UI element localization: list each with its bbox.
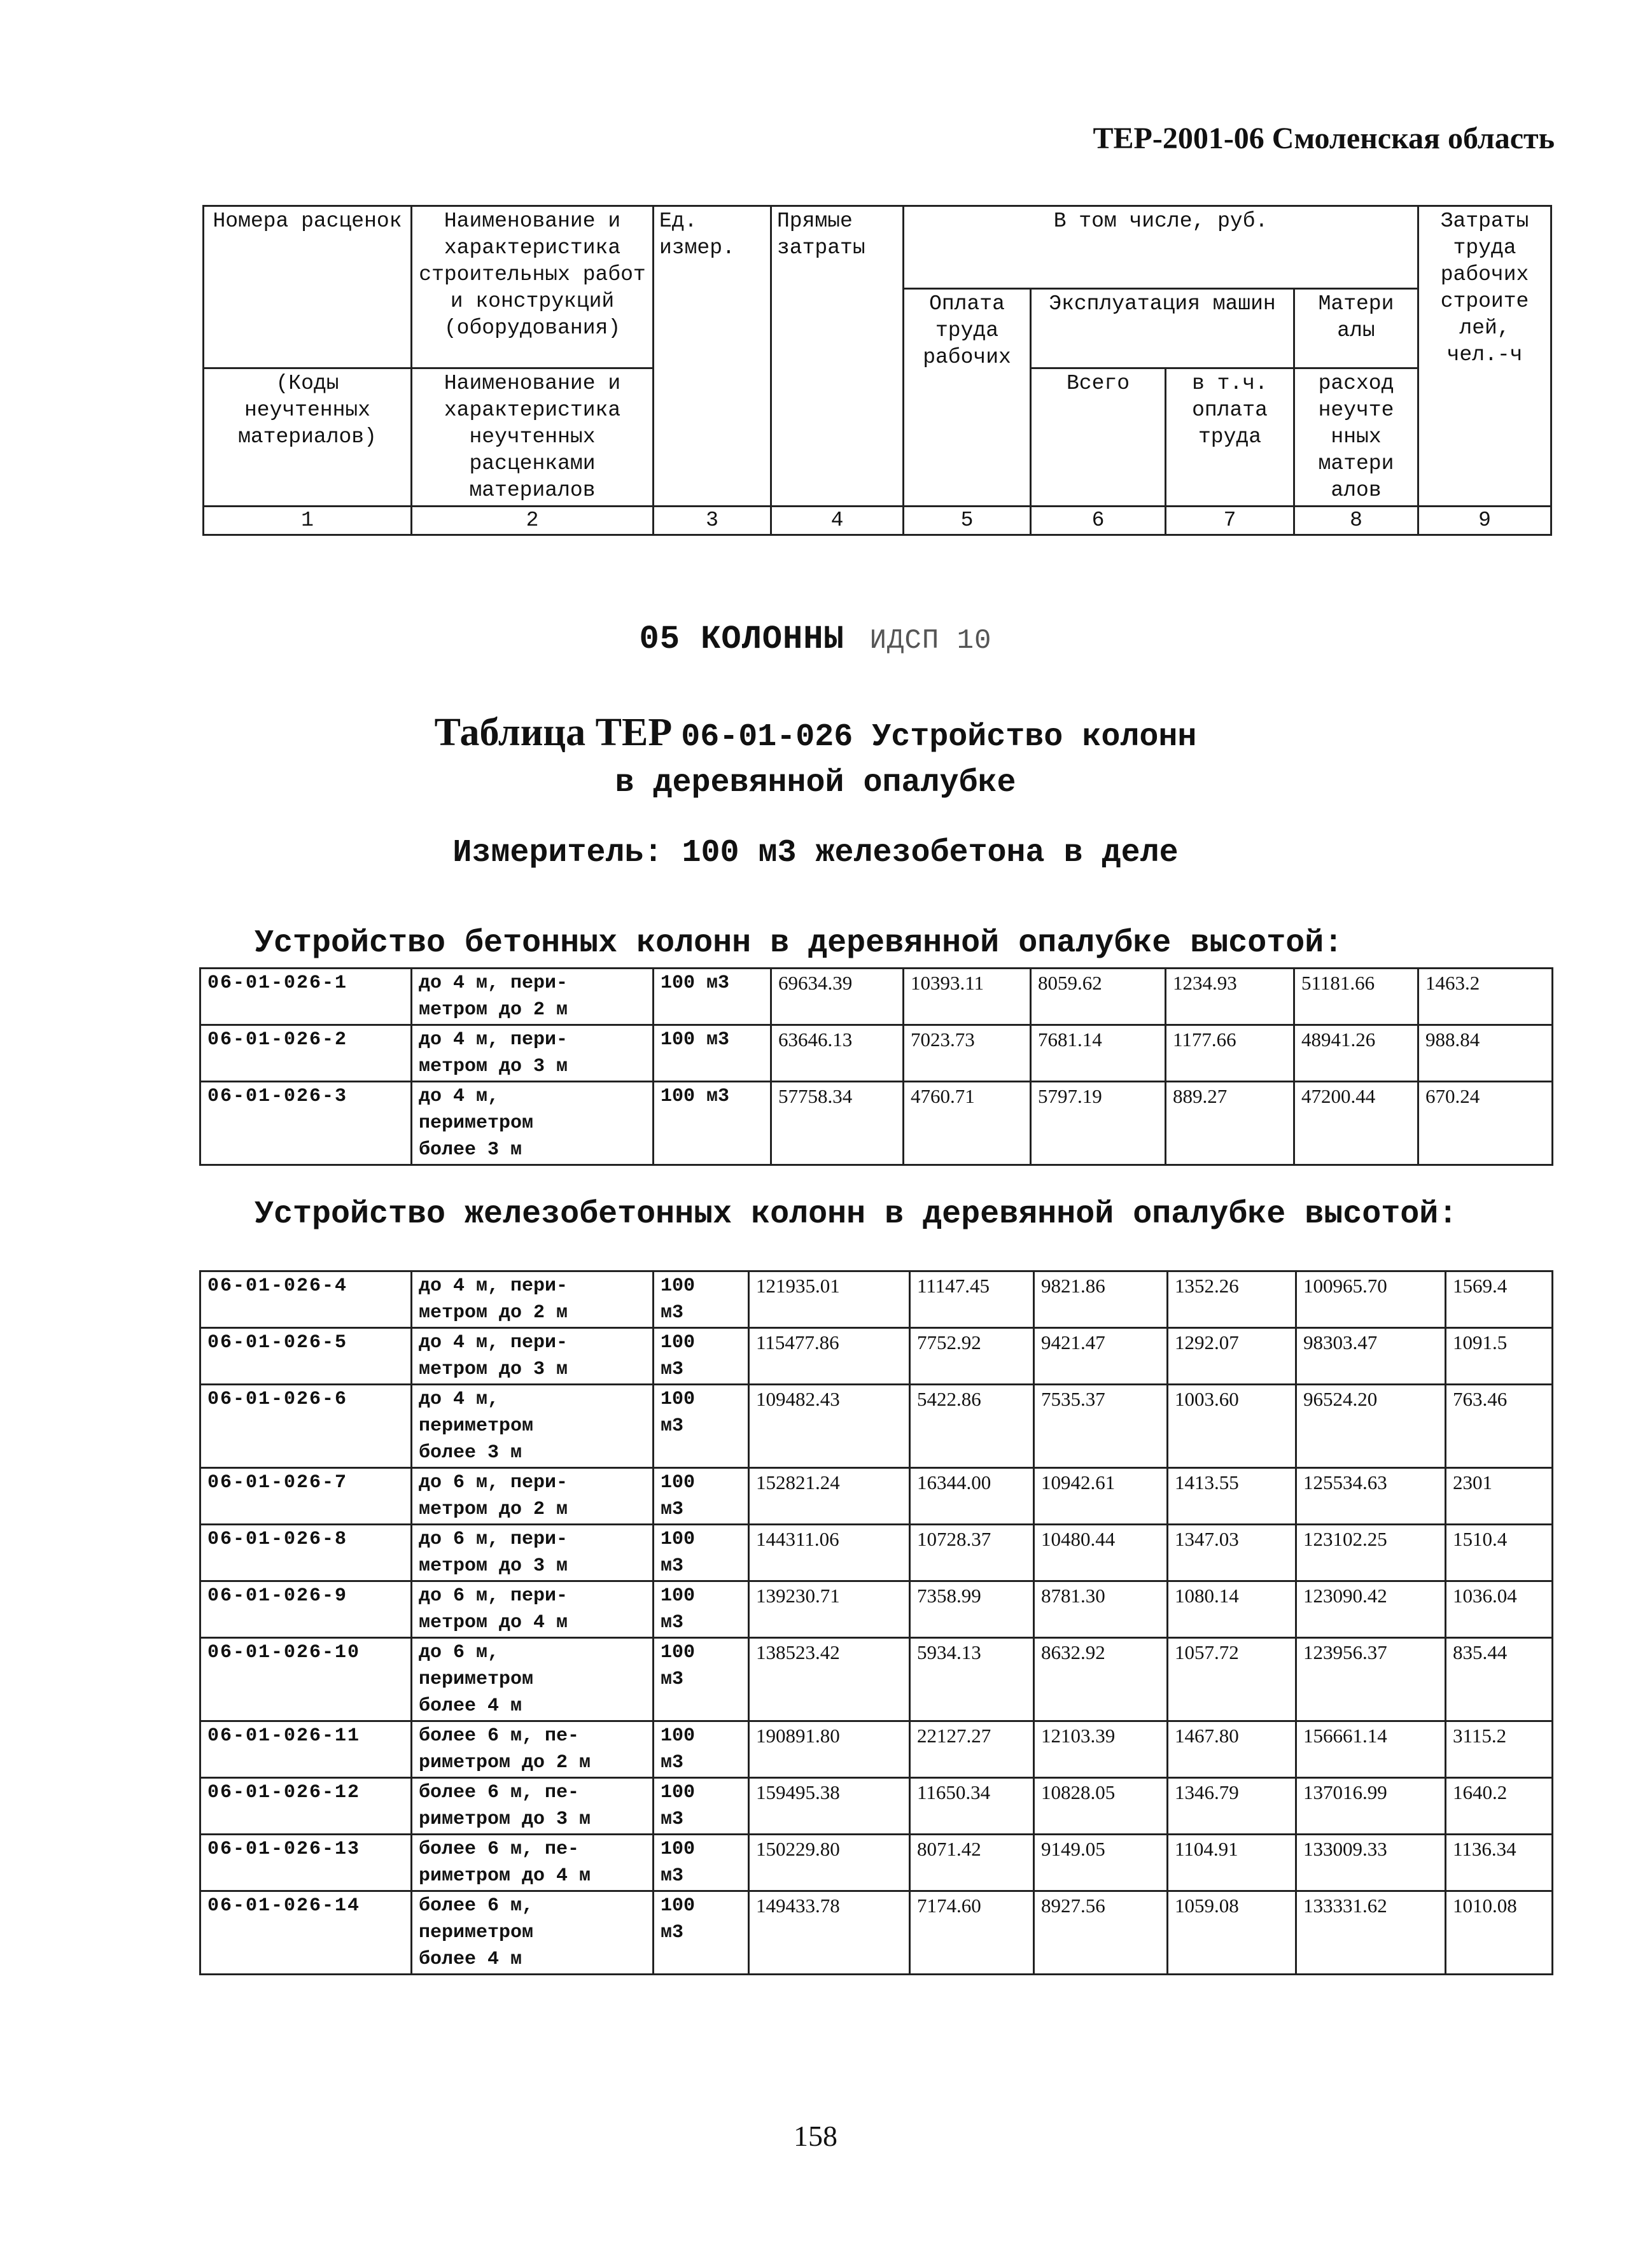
machine-labor-cell: 1347.03	[1168, 1525, 1296, 1581]
unit-cell: 100 м3	[654, 1778, 749, 1835]
direct-costs-cell: 57758.34	[771, 1082, 904, 1165]
labor-hours-cell: 1036.04	[1446, 1581, 1553, 1638]
column-number: 2	[412, 507, 654, 535]
labor-hours-cell: 2301	[1446, 1468, 1553, 1525]
work-name-cell: до 4 м, периметром более 3 м	[412, 1082, 654, 1165]
materials-cell: 51181.66	[1294, 969, 1418, 1025]
rate-code-cell: 06-01-026-5	[200, 1328, 412, 1385]
labor-hours-cell: 1640.2	[1446, 1778, 1553, 1835]
unit-cell: 100 м3	[654, 1891, 749, 1975]
rate-code-cell: 06-01-026-7	[200, 1468, 412, 1525]
machine-labor-cell: 1234.93	[1166, 969, 1294, 1025]
direct-costs-cell: 149433.78	[749, 1891, 910, 1975]
section-stamp: ИДСП 10	[869, 625, 992, 657]
header-machine-labor: в т.ч. оплата труда	[1166, 368, 1294, 507]
rate-code-cell: 06-01-026-6	[200, 1385, 412, 1468]
labor-hours-cell: 1136.34	[1446, 1835, 1553, 1891]
direct-costs-cell: 190891.80	[749, 1721, 910, 1778]
table-row	[200, 1468, 1553, 1525]
header-unaccounted-name: Наименование и характеристика неучтенных расценками материалов	[412, 368, 654, 507]
direct-costs-cell: 139230.71	[749, 1581, 910, 1638]
table-row	[200, 1835, 1553, 1891]
machine-labor-cell: 889.27	[1166, 1082, 1294, 1165]
table-row	[200, 1778, 1553, 1835]
labor-pay-cell: 7023.73	[904, 1025, 1031, 1082]
machine-total-cell: 8632.92	[1034, 1638, 1168, 1721]
labor-hours-cell: 3115.2	[1446, 1721, 1553, 1778]
rate-code-cell: 06-01-026-14	[200, 1891, 412, 1975]
column-number: 7	[1166, 507, 1294, 535]
table-row	[200, 1638, 1553, 1721]
labor-pay-cell: 16344.00	[910, 1468, 1034, 1525]
table-row	[200, 1385, 1553, 1468]
rate-code-cell: 06-01-026-12	[200, 1778, 412, 1835]
materials-cell: 100965.70	[1296, 1271, 1446, 1328]
machine-total-cell: 8927.56	[1034, 1891, 1168, 1975]
direct-costs-cell: 152821.24	[749, 1468, 910, 1525]
labor-hours-cell: 1010.08	[1446, 1891, 1553, 1975]
machine-labor-cell: 1057.72	[1168, 1638, 1296, 1721]
column-number: 4	[771, 507, 904, 535]
labor-pay-cell: 10728.37	[910, 1525, 1034, 1581]
materials-cell: 133331.62	[1296, 1891, 1446, 1975]
header-direct-costs: Прямые затраты	[771, 206, 904, 507]
labor-hours-cell: 835.44	[1446, 1638, 1553, 1721]
machine-total-cell: 7681.14	[1031, 1025, 1166, 1082]
header-work-name: Наименование и характеристика строительных работ и конструкций (оборудования)	[412, 206, 654, 368]
header-labor-pay: Оплата труда рабочих	[904, 289, 1031, 507]
rate-code-cell: 06-01-026-1	[200, 969, 412, 1025]
machine-labor-cell: 1413.55	[1168, 1468, 1296, 1525]
work-name-cell: до 4 м, пери- метром до 3 м	[412, 1328, 654, 1385]
labor-hours-cell: 1091.5	[1446, 1328, 1553, 1385]
section-title	[0, 620, 1631, 658]
work-name-cell: более 6 м, пе- риметром до 2 м	[412, 1721, 654, 1778]
table-row	[200, 1082, 1553, 1165]
column-number: 5	[904, 507, 1031, 535]
materials-cell: 137016.99	[1296, 1778, 1446, 1835]
labor-pay-cell: 8071.42	[910, 1835, 1034, 1891]
table-row	[200, 1721, 1553, 1778]
unit-cell: 100 м3	[654, 1468, 749, 1525]
rate-code-cell: 06-01-026-8	[200, 1525, 412, 1581]
header-machine-total: Всего	[1031, 368, 1166, 507]
labor-hours-cell: 1463.2	[1418, 969, 1553, 1025]
header-rate-numbers: Номера расценок	[204, 206, 412, 368]
column-number: 8	[1294, 507, 1418, 535]
labor-hours-cell: 670.24	[1418, 1082, 1553, 1165]
unit-cell: 100 м3	[654, 1525, 749, 1581]
direct-costs-cell: 159495.38	[749, 1778, 910, 1835]
table-row	[200, 1328, 1553, 1385]
work-name-cell: до 6 м, пери- метром до 4 м	[412, 1581, 654, 1638]
labor-hours-cell: 1510.4	[1446, 1525, 1553, 1581]
direct-costs-cell: 69634.39	[771, 969, 904, 1025]
rate-code-cell: 06-01-026-3	[200, 1082, 412, 1165]
header-unaccounted-codes: (Коды неучтенных материалов)	[204, 368, 412, 507]
group-title-concrete: Устройство бетонных колонн в деревянной опалубке высотой:	[255, 925, 1343, 962]
direct-costs-cell: 63646.13	[771, 1025, 904, 1082]
rate-code-cell: 06-01-026-4	[200, 1271, 412, 1328]
machine-total-cell: 7535.37	[1034, 1385, 1168, 1468]
table-row	[200, 969, 1553, 1025]
labor-pay-cell: 22127.27	[910, 1721, 1034, 1778]
column-number: 1	[204, 507, 412, 535]
table-title-main: 06-01-026 Устройство колонн	[681, 719, 1197, 755]
work-name-cell: более 6 м, пе- риметром до 3 м	[412, 1778, 654, 1835]
labor-pay-cell: 7752.92	[910, 1328, 1034, 1385]
header-unaccounted-consumption: расход неучте нных матери алов	[1294, 368, 1418, 507]
direct-costs-cell: 121935.01	[749, 1271, 910, 1328]
materials-cell: 123090.42	[1296, 1581, 1446, 1638]
materials-cell: 133009.33	[1296, 1835, 1446, 1891]
document-header: ТЕР-2001-06 Смоленская область	[1093, 122, 1555, 155]
column-number: 3	[654, 507, 771, 535]
labor-pay-cell: 7358.99	[910, 1581, 1034, 1638]
labor-pay-cell: 11650.34	[910, 1778, 1034, 1835]
unit-cell: 100 м3	[654, 1328, 749, 1385]
column-number: 9	[1418, 507, 1551, 535]
unit-cell: 100 м3	[654, 1025, 771, 1082]
work-name-cell: более 6 м, пе- риметром до 4 м	[412, 1835, 654, 1891]
machine-labor-cell: 1003.60	[1168, 1385, 1296, 1468]
table-row	[200, 1891, 1553, 1975]
unit-cell: 100 м3	[654, 969, 771, 1025]
unit-cell: 100 м3	[654, 1385, 749, 1468]
materials-cell: 96524.20	[1296, 1385, 1446, 1468]
machine-total-cell: 9821.86	[1034, 1271, 1168, 1328]
direct-costs-cell: 144311.06	[749, 1525, 910, 1581]
labor-pay-cell: 5934.13	[910, 1638, 1034, 1721]
machine-total-cell: 12103.39	[1034, 1721, 1168, 1778]
machine-labor-cell: 1346.79	[1168, 1778, 1296, 1835]
labor-hours-cell: 988.84	[1418, 1025, 1553, 1082]
machine-total-cell: 10942.61	[1034, 1468, 1168, 1525]
table-title-prefix: Таблица ТЕР	[434, 711, 673, 754]
materials-cell: 48941.26	[1294, 1025, 1418, 1082]
header-machine-operation: Эксплуатация машин	[1031, 289, 1294, 368]
table-title	[0, 710, 1631, 806]
unit-cell: 100 м3	[654, 1835, 749, 1891]
machine-total-cell: 10480.44	[1034, 1525, 1168, 1581]
materials-cell: 123956.37	[1296, 1638, 1446, 1721]
work-name-cell: до 6 м, пери- метром до 2 м	[412, 1468, 654, 1525]
machine-total-cell: 9149.05	[1034, 1835, 1168, 1891]
column-number: 6	[1031, 507, 1166, 535]
section-title-text: 05 КОЛОННЫ	[639, 620, 844, 658]
rate-code-cell: 06-01-026-9	[200, 1581, 412, 1638]
labor-hours-cell: 1569.4	[1446, 1271, 1553, 1328]
rates-table-concrete	[199, 967, 1553, 1166]
rate-code-cell: 06-01-026-13	[200, 1835, 412, 1891]
work-name-cell: до 6 м, периметром более 4 м	[412, 1638, 654, 1721]
group-title-reinforced: Устройство железобетонных колонн в деревянной опалубке высотой:	[255, 1196, 1458, 1233]
labor-pay-cell: 7174.60	[910, 1891, 1034, 1975]
header-including-rub: В том числе, руб.	[904, 206, 1418, 289]
direct-costs-cell: 150229.80	[749, 1835, 910, 1891]
unit-cell: 100 м3	[654, 1271, 749, 1328]
labor-hours-cell: 763.46	[1446, 1385, 1553, 1468]
materials-cell: 156661.14	[1296, 1721, 1446, 1778]
rate-code-cell: 06-01-026-2	[200, 1025, 412, 1082]
labor-pay-cell: 5422.86	[910, 1385, 1034, 1468]
labor-pay-cell: 4760.71	[904, 1082, 1031, 1165]
machine-total-cell: 5797.19	[1031, 1082, 1166, 1165]
unit-cell: 100 м3	[654, 1721, 749, 1778]
direct-costs-cell: 138523.42	[749, 1638, 910, 1721]
machine-labor-cell: 1059.08	[1168, 1891, 1296, 1975]
machine-labor-cell: 1467.80	[1168, 1721, 1296, 1778]
rates-table-reinforced	[199, 1270, 1553, 1975]
work-name-cell: до 6 м, пери- метром до 3 м	[412, 1525, 654, 1581]
work-name-cell: до 4 м, пери- метром до 2 м	[412, 1271, 654, 1328]
direct-costs-cell: 115477.86	[749, 1328, 910, 1385]
work-name-cell: более 6 м, периметром более 4 м	[412, 1891, 654, 1975]
page-number: 158	[794, 2120, 837, 2152]
rate-code-cell: 06-01-026-11	[200, 1721, 412, 1778]
materials-cell: 98303.47	[1296, 1328, 1446, 1385]
machine-labor-cell: 1177.66	[1166, 1025, 1294, 1082]
column-header-table	[202, 205, 1552, 536]
materials-cell: 125534.63	[1296, 1468, 1446, 1525]
measure-unit: Измеритель: 100 м3 железобетона в деле	[452, 835, 1179, 871]
table-title-line2: в деревянной опалубке	[615, 765, 1016, 801]
machine-labor-cell: 1104.91	[1168, 1835, 1296, 1891]
header-unit: Ед. измер.	[654, 206, 771, 507]
unit-cell: 100 м3	[654, 1638, 749, 1721]
rate-code-cell: 06-01-026-10	[200, 1638, 412, 1721]
work-name-cell: до 4 м, пери- метром до 3 м	[412, 1025, 654, 1082]
machine-total-cell: 9421.47	[1034, 1328, 1168, 1385]
machine-total-cell: 8059.62	[1031, 969, 1166, 1025]
machine-total-cell: 10828.05	[1034, 1778, 1168, 1835]
header-materials: Матери алы	[1294, 289, 1418, 368]
work-name-cell: до 4 м, периметром более 3 м	[412, 1385, 654, 1468]
table-row	[200, 1025, 1553, 1082]
table-row	[200, 1525, 1553, 1581]
table-row	[200, 1271, 1553, 1328]
labor-pay-cell: 10393.11	[904, 969, 1031, 1025]
materials-cell: 47200.44	[1294, 1082, 1418, 1165]
machine-labor-cell: 1352.26	[1168, 1271, 1296, 1328]
machine-total-cell: 8781.30	[1034, 1581, 1168, 1638]
unit-cell: 100 м3	[654, 1581, 749, 1638]
table-row	[200, 1581, 1553, 1638]
materials-cell: 123102.25	[1296, 1525, 1446, 1581]
machine-labor-cell: 1080.14	[1168, 1581, 1296, 1638]
unit-cell: 100 м3	[654, 1082, 771, 1165]
machine-labor-cell: 1292.07	[1168, 1328, 1296, 1385]
direct-costs-cell: 109482.43	[749, 1385, 910, 1468]
labor-pay-cell: 11147.45	[910, 1271, 1034, 1328]
work-name-cell: до 4 м, пери- метром до 2 м	[412, 969, 654, 1025]
header-labor-hours: Затраты труда рабочих строите лей, чел.-ч	[1418, 206, 1551, 507]
